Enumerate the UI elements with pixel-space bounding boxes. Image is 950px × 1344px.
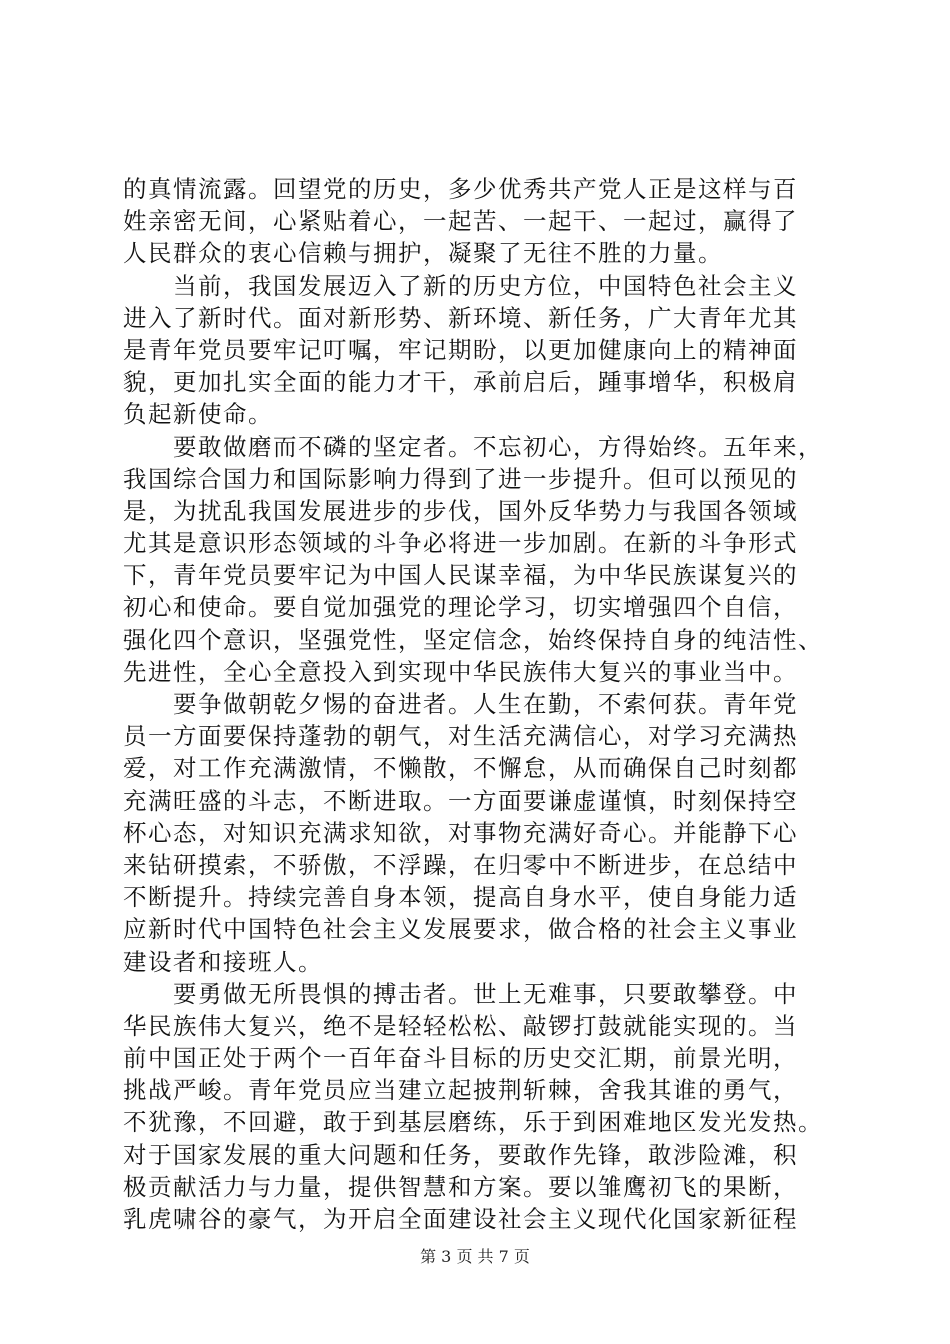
text-line: 尤其是意识形态领域的斗争必将进一步加剧。在新的斗争形式: [123, 529, 798, 558]
text-line: 要敢做磨而不磷的坚定者。不忘初心，方得始终。五年来，: [123, 432, 823, 461]
text-line: 应新时代中国特色社会主义发展要求，做合格的社会主义事业: [123, 915, 798, 944]
text-line: 不犹豫，不回避，敢于到基层磨练，乐于到困难地区发光发热。: [123, 1108, 823, 1137]
text-line: 对于国家发展的重大问题和任务，要敢作先锋，敢涉险滩，积: [123, 1140, 798, 1169]
page-footer: 第 3 页 共 7 页: [420, 1247, 530, 1266]
text-line: 前中国正处于两个一百年奋斗目标的历史交汇期，前景光明，: [123, 1044, 798, 1073]
text-line: 要勇做无所畏惧的搏击者。世上无难事，只要敢攀登。中: [123, 979, 798, 1008]
text-line: 我国综合国力和国际影响力得到了进一步提升。但可以预见的: [123, 464, 798, 493]
text-line: 初心和使命。要自觉加强党的理论学习，切实增强四个自信，: [123, 593, 798, 622]
text-line: 人民群众的衷心信赖与拥护，凝聚了无往不胜的力量。: [123, 239, 723, 268]
text-line: 挑战严峻。青年党员应当建立起披荆斩棘，舍我其谁的勇气，: [123, 1076, 798, 1105]
text-line: 的真情流露。回望党的历史，多少优秀共产党人正是这样与百: [123, 175, 798, 203]
text-line: 负起新使命。: [123, 400, 273, 429]
text-line: 杯心态，对知识充满求知欲，对事物充满好奇心。并能静下心: [123, 818, 798, 847]
text-line: 不断提升。持续完善自身本领，提高自身水平，使自身能力适: [123, 883, 798, 912]
text-line: 进入了新时代。面对新形势、新环境、新任务，广大青年尤其: [123, 303, 798, 332]
text-line: 下，青年党员要牢记为中国人民谋幸福，为中华民族谋复兴的: [123, 561, 798, 590]
text-line: 来钻研摸索，不骄傲，不浮躁，在归零中不断进步，在总结中: [123, 850, 798, 879]
text-line: 建设者和接班人。: [123, 947, 323, 976]
body-text: [123, 173, 835, 1235]
text-line: 员一方面要保持蓬勃的朝气，对生活充满信心，对学习充满热: [123, 722, 798, 751]
text-line: 是青年党员要牢记叮嘱，牢记期盼，以更加健康向上的精神面: [123, 335, 798, 364]
text-line: 充满旺盛的斗志，不断进取。一方面要谦虚谨慎，时刻保持空: [123, 786, 798, 815]
text-line: 爱，对工作充满激情，不懒散，不懈怠，从而确保自己时刻都: [123, 754, 798, 783]
text-line: 当前，我国发展迈入了新的历史方位，中国特色社会主义: [123, 271, 798, 300]
text-line: 姓亲密无间，心紧贴着心，一起苦、一起干、一起过，赢得了: [123, 207, 798, 236]
text-line: 是，为扰乱我国发展进步的步伐，国外反华势力与我国各领域: [123, 496, 798, 525]
text-line: 貌，更加扎实全面的能力才干，承前启后，踵事增华，积极肩: [123, 368, 798, 397]
text-line: 乳虎啸谷的豪气，为开启全面建设社会主义现代化国家新征程: [123, 1205, 798, 1233]
text-line: 要争做朝乾夕惕的奋进者。人生在勤，不索何获。青年党: [123, 690, 798, 718]
text-line: 华民族伟大复兴，绝不是轻轻松松、敲锣打鼓就能实现的。当: [123, 1011, 798, 1040]
text-line: 强化四个意识，坚强党性，坚定信念，始终保持自身的纯洁性、: [123, 625, 823, 654]
text-line: 先进性，全心全意投入到实现中华民族伟大复兴的事业当中。: [123, 657, 798, 686]
text-line: 极贡献活力与力量，提供智慧和方案。要以雏鹰初飞的果断，: [123, 1172, 798, 1201]
